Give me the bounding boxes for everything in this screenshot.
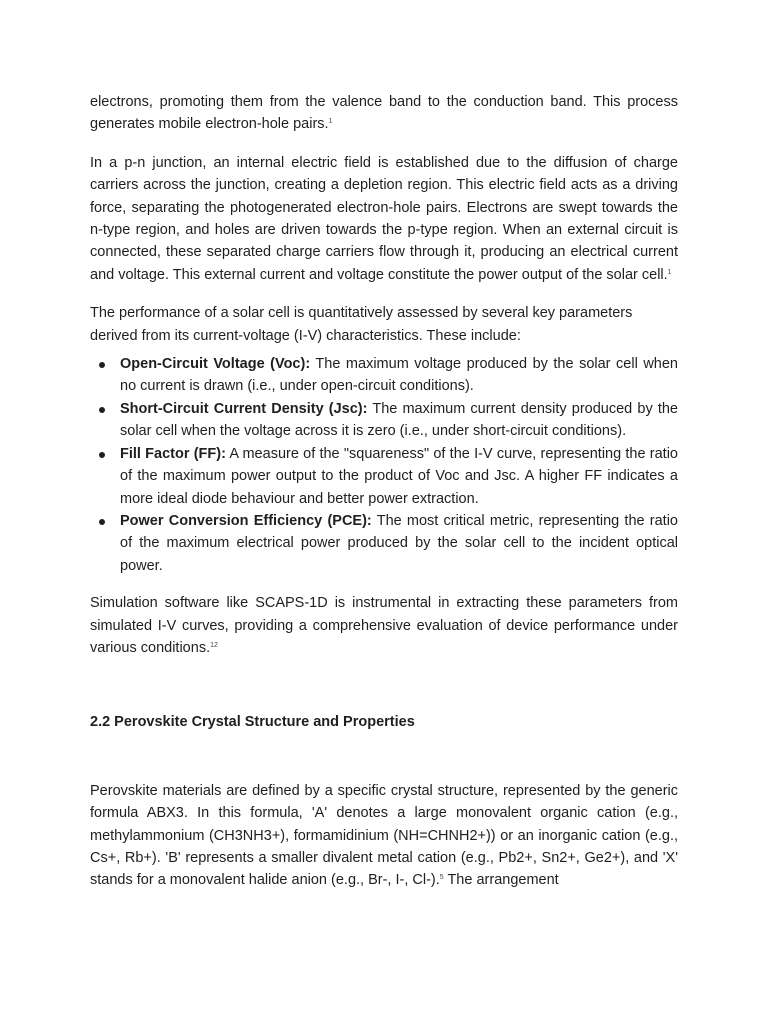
list-item-description: The maximum current density produced by the solar cell when the voltage across it is zero (i.e., under short-circuit conditions). [120, 400, 678, 440]
list-item-term: Short-Circuit Current Density (Jsc): [120, 400, 368, 417]
paragraph-text: electrons, promoting them from the valence band to the conduction band. This process generates mobile electron-hole pairs. [90, 94, 678, 133]
list-item-voc [90, 353, 678, 398]
list-item-term: Power Conversion Efficiency (PCE): [120, 512, 372, 529]
paragraph-pn-junction [90, 152, 678, 286]
reference-marker: 1 [328, 118, 333, 126]
list-item-pce [90, 510, 678, 577]
parameters-list [90, 353, 678, 577]
paragraph-scaps-simulation [90, 592, 678, 659]
paragraph-text-continued: The arrangement [443, 872, 559, 889]
paragraph-perovskite-structure [90, 780, 678, 892]
paragraph-electron-hole-pairs [90, 91, 678, 136]
reference-marker: 1 [667, 268, 672, 276]
list-item-term: Open-Circuit Voltage (Voc): [120, 356, 311, 373]
document-page [90, 91, 678, 892]
paragraph-text: In a p-n junction, an internal electric field is established due to the diffusion of charge carriers across the junction, creating a depletion region. This electric field acts as a driving force, separating the photogenerated electron-hole pairs. Electrons are swept towards the n-type region, and holes are driven towards the p-type region. When an external circuit is connected, these separated charge carriers flow through it, producing an electrical current and voltage. This external current and voltage constitute the power output of the solar cell. [90, 154, 678, 283]
paragraph-text: Simulation software like SCAPS-1D is instrumental in extracting these parameters from simulated I-V curves, providing a comprehensive evaluation of device performance under various conditions. [90, 595, 678, 656]
paragraph-performance-intro: The performance of a solar cell is quantitatively assessed by several key parameters derived from its current-voltage (I-V) characteristics. These include: [90, 305, 633, 344]
reference-marker: 5 [439, 874, 444, 882]
list-item-jsc [90, 398, 678, 443]
list-item-description: A measure of the "squareness" of the I-V curve, representing the ratio of the maximum power output to the product of Voc and Jsc. A higher FF indicates a more ideal diode behaviour and better power extraction. [120, 445, 678, 507]
reference-marker: 12 [210, 641, 218, 649]
list-item-description: The most critical metric, representing the ratio of the maximum electrical power produced by the solar cell to the incident optical power. [120, 512, 678, 574]
section-heading: 2.2 Perovskite Crystal Structure and Properties [90, 714, 415, 731]
list-item-ff [90, 443, 678, 510]
paragraph-text: Perovskite materials are defined by a specific crystal structure, represented by the generic formula ABX3. In this formula, 'A' denotes a large monovalent organic cation (e.g., methylammonium (CH3NH3+), formamidinium (NH=CHNH2+)) or an inorganic cation (e.g., Cs+, Rb+). 'B' represents a smaller divalent metal cation (e.g., Pb2+, Sn2+, Ge2+), and 'X' stands for a monovalent halide anion (e.g., Br-, I-, Cl-). [90, 782, 678, 889]
list-item-term: Fill Factor (FF): [120, 445, 226, 462]
list-item-description: The maximum voltage produced by the solar cell when no current is drawn (i.e., under open-circuit conditions). [120, 356, 678, 395]
